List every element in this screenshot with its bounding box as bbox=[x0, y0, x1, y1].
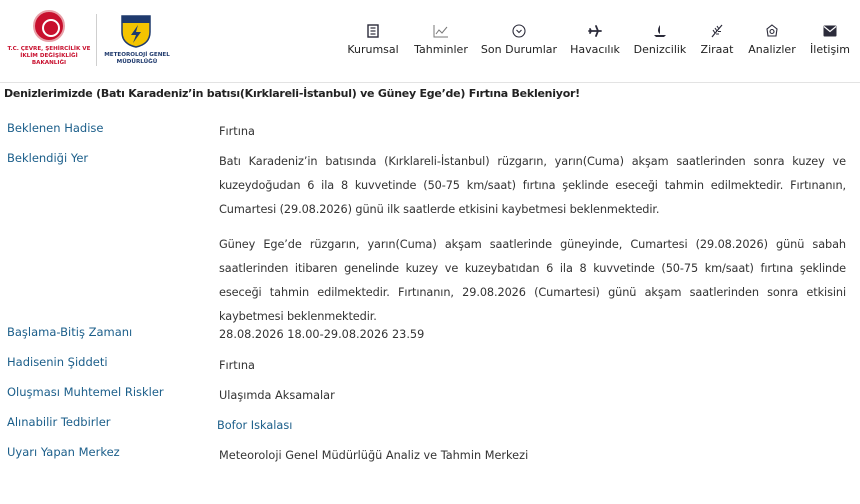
plant-icon bbox=[698, 20, 736, 40]
nav-iletisim[interactable] bbox=[806, 20, 854, 60]
airplane-icon bbox=[569, 20, 621, 40]
value-risks: Ulaşımda Aksamalar bbox=[219, 389, 335, 402]
site-header bbox=[0, 0, 860, 82]
warning-title: Denizlerimizde (Batı Karadeniz’in batısı(Kırklareli-İstanbul) ve Güney Ege’de) Fırtına Bekleniyor! bbox=[4, 87, 580, 100]
value-time-range: 28.08.2026 18.00-29.08.2026 23.59 bbox=[219, 328, 425, 341]
beaufort-scale-link[interactable]: Bofor Iskalası bbox=[217, 419, 293, 432]
nav-label: Son Durumlar bbox=[480, 43, 558, 56]
nav-label: Ziraat bbox=[700, 43, 734, 56]
nav-label: Tahminler bbox=[414, 43, 468, 56]
analysis-icon bbox=[746, 20, 798, 40]
value-warning-center: Meteoroloji Genel Müdürlüğü Analiz ve Tahmin Merkezi bbox=[219, 449, 529, 462]
nav-ziraat[interactable] bbox=[698, 20, 736, 60]
value-expected-event: Fırtına bbox=[219, 125, 255, 138]
nav-havacilik[interactable] bbox=[569, 20, 621, 60]
nav-label: Analizler bbox=[748, 43, 796, 56]
nav-tahminler[interactable] bbox=[412, 20, 470, 60]
logo-divider bbox=[96, 14, 97, 66]
value-severity: Fırtına bbox=[219, 359, 255, 372]
nav-label: Denizcilik bbox=[633, 43, 687, 56]
key-measures: Alınabilir Tedbirler bbox=[7, 415, 111, 429]
key-risks: Oluşması Muhtemel Riskler bbox=[7, 385, 164, 399]
nav-son-durumlar[interactable] bbox=[480, 20, 558, 60]
nav-kurumsal[interactable] bbox=[346, 20, 400, 60]
nav-label: Havacılık bbox=[570, 43, 620, 56]
ship-icon bbox=[632, 20, 688, 40]
ministry-logo-text: T.C. ÇEVRE, ŞEHİRCİLİK VE İKLİM DEĞİŞİKLİĞİ BAKANLIĞI bbox=[7, 46, 91, 66]
building-icon bbox=[346, 20, 400, 40]
mail-icon bbox=[806, 20, 854, 40]
nav-label: Kurumsal bbox=[347, 43, 399, 56]
chart-icon bbox=[412, 20, 470, 40]
key-location: Beklendiği Yer bbox=[7, 151, 89, 165]
header-divider bbox=[0, 82, 860, 83]
nav-analizler[interactable] bbox=[746, 20, 798, 60]
location-paragraph-1: Batı Karadeniz’in batısında (Kırklareli-İstanbul) rüzgarın, yarın(Cuma) akşam saatlerinden sonra kuzey ve kuzeydoğudan 6 ila 8 kuvvetinde (50-75 km/saat) fırtına şeklinde eseceği tahmin edilmektedir. Fırtınanın, Cumartesi (29.08.2026) günü ilk saatlerde etkisini kaybetmesi beklenmektedir. bbox=[219, 155, 846, 216]
clock-icon bbox=[480, 20, 558, 40]
key-time-range: Başlama-Bitiş Zamanı bbox=[7, 325, 133, 339]
nav-label: İletişim bbox=[810, 43, 850, 56]
met-logo[interactable] bbox=[104, 12, 170, 70]
nav-denizcilik[interactable] bbox=[632, 20, 688, 60]
met-shield-icon bbox=[120, 14, 152, 48]
key-expected-event: Beklenen Hadise bbox=[7, 121, 104, 135]
met-logo-text: METEOROLOJİ GENEL MÜDÜRLÜĞÜ bbox=[104, 52, 170, 65]
key-warning-center: Uyarı Yapan Merkez bbox=[7, 445, 120, 459]
ministry-seal-icon bbox=[33, 10, 65, 42]
ministry-logo[interactable] bbox=[6, 10, 92, 70]
key-severity: Hadisenin Şiddeti bbox=[7, 355, 108, 369]
location-paragraph-2: Güney Ege’de rüzgarın, yarın(Cuma) akşam saatlerinde güneyinde, Cumartesi (29.08.2026) günü sabah saatlerinden itibaren genelinde kuzey ve kuzeybatıdan 6 ila 8 kuvvetinde (50-75 km/saat) fırtına şeklinde eseceği tahmin edilmektedir. Fırtınanın, 29.08.2026 (Cumartesi) günü akşam saatlerinden sonra etkisini kaybetmesi beklenmektedir. bbox=[219, 238, 846, 323]
